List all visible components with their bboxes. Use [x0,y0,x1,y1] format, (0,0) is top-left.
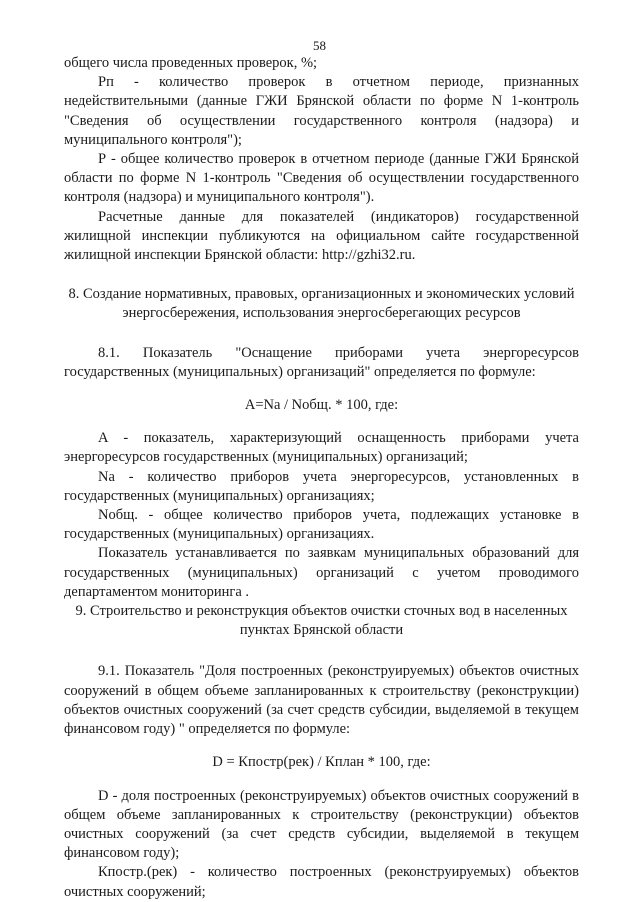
section-heading-8: 8. Создание нормативных, правовых, организационных и экономических условий энергосбережения, использования энергосберегающих ресурсов [68,286,575,322]
paragraph-d-definition: D - доля построенных (реконструируемых) объектов очистных сооружений в общем объеме запланированных к строительству (реконструкции) объектов очистных сооружений (за счет средств субсидии, выделяемой в текущем финансовом году); [64,787,579,862]
paragraph-kpostr-definition: Кпостр.(рек) - количество построенных (реконструируемых) объектов очистных сооружений; [64,864,579,900]
paragraph-8-1: 8.1. Показатель "Оснащение приборами учета энергоресурсов государственных (муниципальных) организаций" определяется по формуле: [64,344,579,380]
paragraph-percent-continuation: общего числа проведенных проверок, %; [64,55,318,71]
formula-d: D = Кпостр(рек) / Кплан * 100, где: [212,754,431,771]
section-heading-9: 9. Строительство и реконструкция объектов очистки сточных вод в населенных пунктах Брянской области [75,603,568,639]
paragraph-a-definition: A - показатель, характеризующий оснащенность приборами учета энергоресурсов государственных (муниципальных) организаций; [64,430,579,466]
paragraph-monitoring-note: Показатель устанавливается по заявкам муниципальных образований для государственных (муниципальных) организаций с учетом проводимого департаментом мониторинга . [64,545,579,600]
paragraph-na-definition: Na - количество приборов учета энергоресурсов, установленных в государственных (муниципальных) организациях; [64,468,579,504]
document-body [64,54,579,902]
paragraph-rp-definition: Рп - количество проверок в отчетном периоде, признанных недействительными (данные ГЖИ Брянской области по форме N 1-контроль "Сведения об осуществлении государственного контроля (надзора) и муниципального контроля"); [64,74,579,148]
paragraph-nobsh-definition: Nобщ. - общее количество приборов учета, подлежащих установке в государственных (муниципальных) организациях. [64,507,579,543]
page-number: 58 [313,38,326,53]
formula-a: A=Na / Nобщ. * 100, где: [244,397,399,414]
paragraph-publication-note: Расчетные данные для показателей (индикаторов) государственной жилищной инспекции публикуются на официальном сайте государственной жилищной инспекции Брянской области: http://gzhi32.ru. [64,208,579,264]
paragraph-p-definition: Р - общее количество проверок в отчетном периоде (данные ГЖИ Брянской области по форме N 1-контроль "Сведения об осуществлении государственного контроля (надзора) и муниципального контроля"). [64,151,579,206]
paragraph-9-1: 9.1. Показатель "Доля построенных (реконструируемых) объектов очистных сооружений в общем объеме запланированных к строительству (реконструкции) объектов очистных сооружений (за счет средств субсидии, выделяемой в текущем финансовом году) " определяется по формуле: [64,663,579,738]
